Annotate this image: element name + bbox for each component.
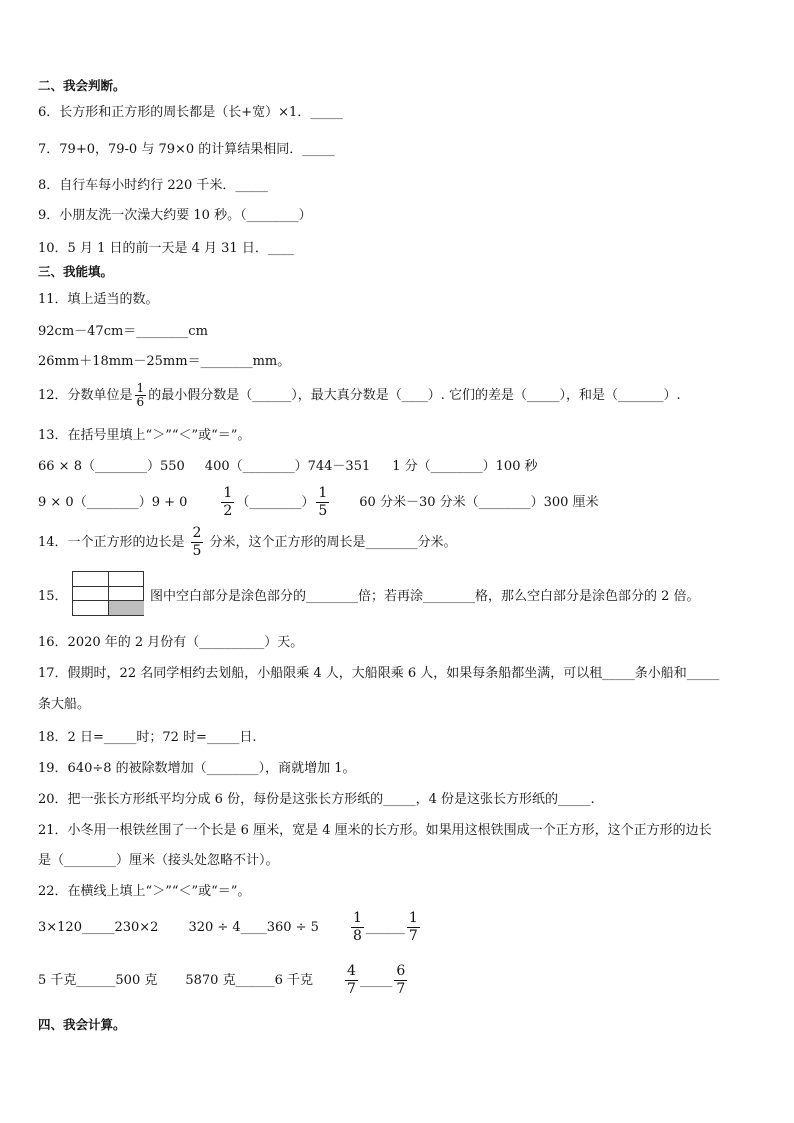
question-12-suffix: 的最小假分数是（______），最大真分数是（____）. 它们的差是（_____），和是（_______）.: [148, 388, 681, 403]
question-11b: 26mm＋18mm－25mm＝________mm。: [38, 354, 291, 369]
q22-item-c-blank: ______: [365, 920, 405, 935]
grid-cell: [73, 572, 109, 587]
fraction-1-7: $\frac{1}{7}$: [408, 910, 418, 944]
q13-item-b: 400（________）744－351: [204, 459, 371, 474]
q13-item-f: 60 分米－30 分米（________）300 厘米: [359, 495, 599, 510]
question-12: [38, 381, 681, 411]
fraction-1-8: $\frac{1}{8}$: [352, 910, 362, 944]
grid-cell: [109, 572, 144, 587]
fraction-1-5: $\frac{1}{5}$: [318, 485, 328, 519]
grid-cell-shaded: [109, 601, 144, 615]
question-17-line2: 条大船。: [38, 697, 91, 712]
question-15-text: 图中空白部分是涂色部分的________倍；若再涂________格，那么空白部分是涂色部分的 2 倍。: [150, 589, 700, 604]
fraction-1-6: $\frac{1}{6}$: [136, 381, 145, 409]
q22-item-a: 3×120_____230×2: [38, 920, 159, 935]
q13-item-d: 9 × 0（________）9 + 0: [38, 495, 188, 510]
question-14-prefix: 14．一个正方形的边长是: [38, 535, 185, 550]
q22-item-b: 320 ÷ 4____360 ÷ 5: [188, 920, 319, 935]
section-3-heading: 三、我能填。: [38, 264, 114, 279]
fraction-4-7: $\frac{4}{7}$: [346, 963, 356, 997]
question-18: 18．2 日=_____时；72 时=_____日.: [38, 730, 257, 745]
fraction-6-7: $\frac{6}{7}$: [396, 963, 406, 997]
section-2-heading: 二、我会判断。: [38, 78, 126, 93]
question-8: 8．自行车每小时约行 220 千米．_____: [38, 178, 268, 193]
question-17-line1: 17．假期时，22 名同学相约去划船，小船限乘 4 人，大船限乘 6 人，如果每条船都坐满，可以租_____条小船和_____: [38, 666, 720, 681]
question-13-row1: [38, 458, 538, 476]
question-13-row2: [38, 484, 599, 522]
question-14: [38, 524, 456, 562]
question-6: 6．长方形和正方形的周长都是（长+宽）×1．_____: [38, 105, 343, 120]
question-19: 19．640÷8 的被除数增加（________），商就增加 1。: [38, 761, 356, 776]
question-14-suffix: 分米，这个正方形的周长是________分米。: [209, 535, 457, 550]
question-12-prefix: 12．分数单位是: [38, 388, 133, 403]
question-22: 22．在横线上填上“＞”“＜”或“＝”。: [38, 884, 251, 899]
q13-item-a: 66 × 8（________）550: [38, 459, 185, 474]
fraction-2-5: $\frac{2}{5}$: [192, 525, 202, 559]
q13-item-e-blank: （________）: [236, 495, 315, 510]
fraction-1-2: $\frac{1}{2}$: [223, 485, 233, 519]
question-7: 7．79+0，79-0 与 79×0 的计算结果相同．_____: [38, 142, 335, 157]
question-10: 10．5 月 1 日的前一天是 4 月 31 日．____: [38, 241, 294, 256]
question-21-line1: 21．小冬用一根铁丝围了一个长是 6 厘米，宽是 4 厘米的长方形。如果用这根铁围成一个正方形，这个正方形的边长: [38, 823, 712, 838]
question-20: 20．把一张长方形纸平均分成 6 份，每份是这张长方形纸的_____，4 份是这张长方形纸的_____.: [38, 792, 595, 807]
q22-item-f-blank: _____: [359, 973, 393, 988]
q13-item-c: 1 分（________）100 秒: [392, 459, 538, 474]
q22-item-e: 5870 克______6 千克: [185, 973, 313, 988]
grid-cell: [73, 587, 109, 601]
section-4-heading: 四、我会计算。: [38, 1017, 126, 1032]
question-11: 11．填上适当的数。: [38, 292, 159, 307]
question-22-row1: [38, 908, 422, 948]
question-22-row2: [38, 961, 409, 1001]
grid-figure: [72, 571, 144, 616]
grid-cell: [109, 587, 144, 601]
question-9: 9．小朋友洗一次澡大约要 10 秒。（________）: [38, 208, 312, 223]
q22-item-d: 5 千克______500 克: [38, 973, 158, 988]
question-15-number: 15．: [38, 589, 68, 604]
question-11a: 92cm－47cm＝________cm: [38, 324, 208, 339]
question-21-line2: 是（________）厘米（接头处忽略不计）。: [38, 853, 279, 868]
question-13: 13．在括号里填上“＞”“＜”或“＝”。: [38, 428, 251, 443]
question-16: 16．2020 年的 2 月份有（__________）天。: [38, 635, 304, 650]
grid-cell: [73, 601, 109, 615]
